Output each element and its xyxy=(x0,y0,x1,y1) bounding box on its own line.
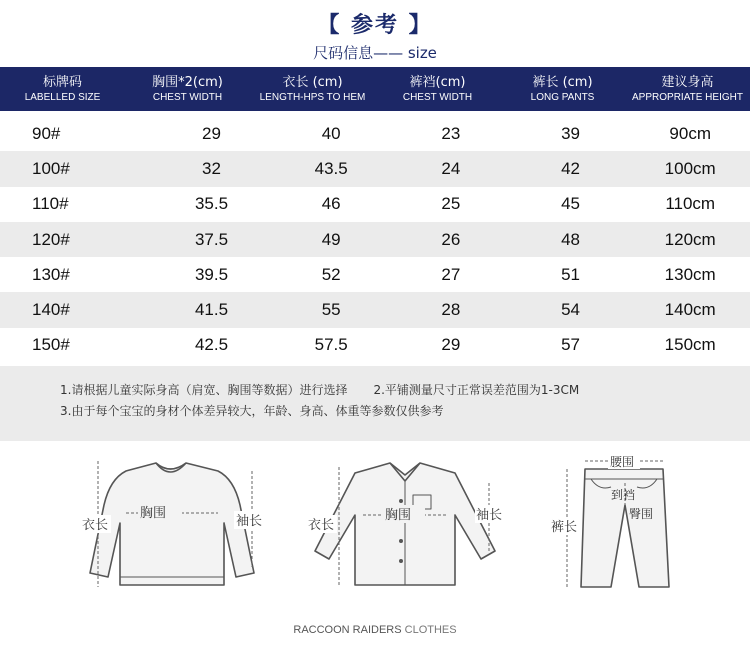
table-cell: 41.5 xyxy=(194,300,229,320)
table-cell: 46 xyxy=(321,194,341,214)
table-cell: 55 xyxy=(321,300,341,320)
length-label: 衣长 xyxy=(308,518,335,533)
table-cell: 28 xyxy=(441,300,461,320)
column-header-cn: 裤裆(cm) xyxy=(409,75,466,90)
length-label: 裤长 xyxy=(551,520,578,535)
column-header-cn: 衣长 (cm) xyxy=(282,75,343,90)
table-cell: 39 xyxy=(561,123,580,143)
table-header xyxy=(0,67,750,111)
sweater-icon xyxy=(90,463,254,585)
column-header-en: LENGTH-HPS TO HEM xyxy=(259,92,366,103)
crotch-label-line1: 到裆 xyxy=(611,488,636,502)
column-header xyxy=(375,67,500,111)
notes-line-2 xyxy=(60,401,750,422)
column-header-en: LONG PANTS xyxy=(530,92,595,103)
shirt-icon xyxy=(315,463,495,585)
chest-label: 胸围 xyxy=(140,506,167,521)
note-2: 2.平铺测量尺寸正常误差范围为1-3CM xyxy=(373,383,580,397)
table-cell: 150cm xyxy=(664,335,716,355)
table-row xyxy=(0,116,750,151)
column-header-en: LABELLED SIZE xyxy=(24,92,101,103)
table-cell: 140cm xyxy=(664,300,716,320)
table-cell: 100cm xyxy=(664,158,716,178)
table-row xyxy=(0,328,750,363)
column-header-en: CHEST WIDTH xyxy=(152,92,223,103)
page-title: 【 参考 】 xyxy=(317,13,433,38)
table-cell: 140# xyxy=(32,300,70,320)
column-header-cn: 建议身高 xyxy=(661,75,714,90)
table-row xyxy=(0,187,750,222)
column-header-en: APPROPRIATE HEIGHT xyxy=(632,92,743,103)
table-cell: 26 xyxy=(441,229,461,249)
pants-icon xyxy=(581,469,669,587)
table-cell: 110cm xyxy=(665,194,716,214)
column-header-cn: 标牌码 xyxy=(42,75,82,90)
note-3: 3.由于每个宝宝的身材个体差异较大，年龄、身高、体重等参数仅供参考 xyxy=(60,404,444,418)
brand-footer xyxy=(0,624,750,636)
length-label: 衣长 xyxy=(82,518,109,533)
table-cell: 27 xyxy=(441,264,461,284)
chest-label: 胸围 xyxy=(385,508,412,523)
table-cell: 51 xyxy=(561,264,580,284)
table-cell: 40 xyxy=(321,123,341,143)
table-cell: 120# xyxy=(32,229,70,249)
table-cell: 42.5 xyxy=(194,335,229,355)
column-header-cn: 胸围*2(cm) xyxy=(152,75,223,90)
column-header xyxy=(625,67,750,111)
sleeve-label: 袖长 xyxy=(476,508,503,523)
brand-suffix: CLOTHES xyxy=(401,624,457,636)
table-row xyxy=(0,292,750,327)
shirt-diagram xyxy=(305,455,505,605)
table-cell: 120cm xyxy=(664,229,716,249)
table-cell: 57.5 xyxy=(314,335,348,355)
table-cell: 45 xyxy=(561,194,580,214)
table-cell: 150# xyxy=(32,335,70,355)
table-cell: 24 xyxy=(441,158,461,178)
table-cell: 23 xyxy=(441,123,461,143)
table-cell: 54 xyxy=(561,300,580,320)
notes-panel xyxy=(0,366,750,441)
table-cell: 43.5 xyxy=(314,158,348,178)
size-table-body xyxy=(0,116,750,363)
table-cell: 57 xyxy=(561,335,580,355)
table-cell: 49 xyxy=(321,229,341,249)
column-header xyxy=(500,67,625,111)
table-cell: 37.5 xyxy=(194,229,229,249)
table-cell: 110# xyxy=(32,194,69,214)
brand-name: RACCOON RAIDERS xyxy=(293,624,402,636)
table-cell: 25 xyxy=(441,194,461,214)
pants-diagram xyxy=(545,455,680,605)
table-cell: 130# xyxy=(32,264,70,284)
table-row xyxy=(0,257,750,292)
sleeve-label: 袖长 xyxy=(236,514,263,529)
note-1: 1.请根据儿童实际身高（肩宽、胸围等数据）进行选择 xyxy=(60,383,348,397)
table-cell: 100# xyxy=(32,158,70,178)
sweater-diagram xyxy=(78,455,268,605)
column-header-cn: 裤长 (cm) xyxy=(532,75,593,90)
waist-label: 腰围 xyxy=(610,455,635,469)
table-cell: 90cm xyxy=(669,123,711,143)
table-row xyxy=(0,222,750,257)
table-cell: 130cm xyxy=(664,264,716,284)
column-header xyxy=(0,67,125,111)
table-cell: 90# xyxy=(32,123,61,143)
table-cell: 32 xyxy=(202,158,221,178)
column-header xyxy=(250,67,375,111)
table-cell: 48 xyxy=(561,229,580,249)
column-header xyxy=(125,67,250,111)
table-cell: 52 xyxy=(321,264,341,284)
table-cell: 35.5 xyxy=(194,194,229,214)
notes-line-1 xyxy=(60,380,750,401)
table-cell: 42 xyxy=(561,158,580,178)
crotch-label-line2: 臀围 xyxy=(629,507,654,521)
column-header-en: CHEST WIDTH xyxy=(402,92,473,103)
page-subtitle: 尺码信息—— size xyxy=(313,44,437,62)
table-cell: 29 xyxy=(202,123,221,143)
table-cell: 29 xyxy=(441,335,461,355)
table-cell: 39.5 xyxy=(194,264,229,284)
table-row xyxy=(0,151,750,186)
